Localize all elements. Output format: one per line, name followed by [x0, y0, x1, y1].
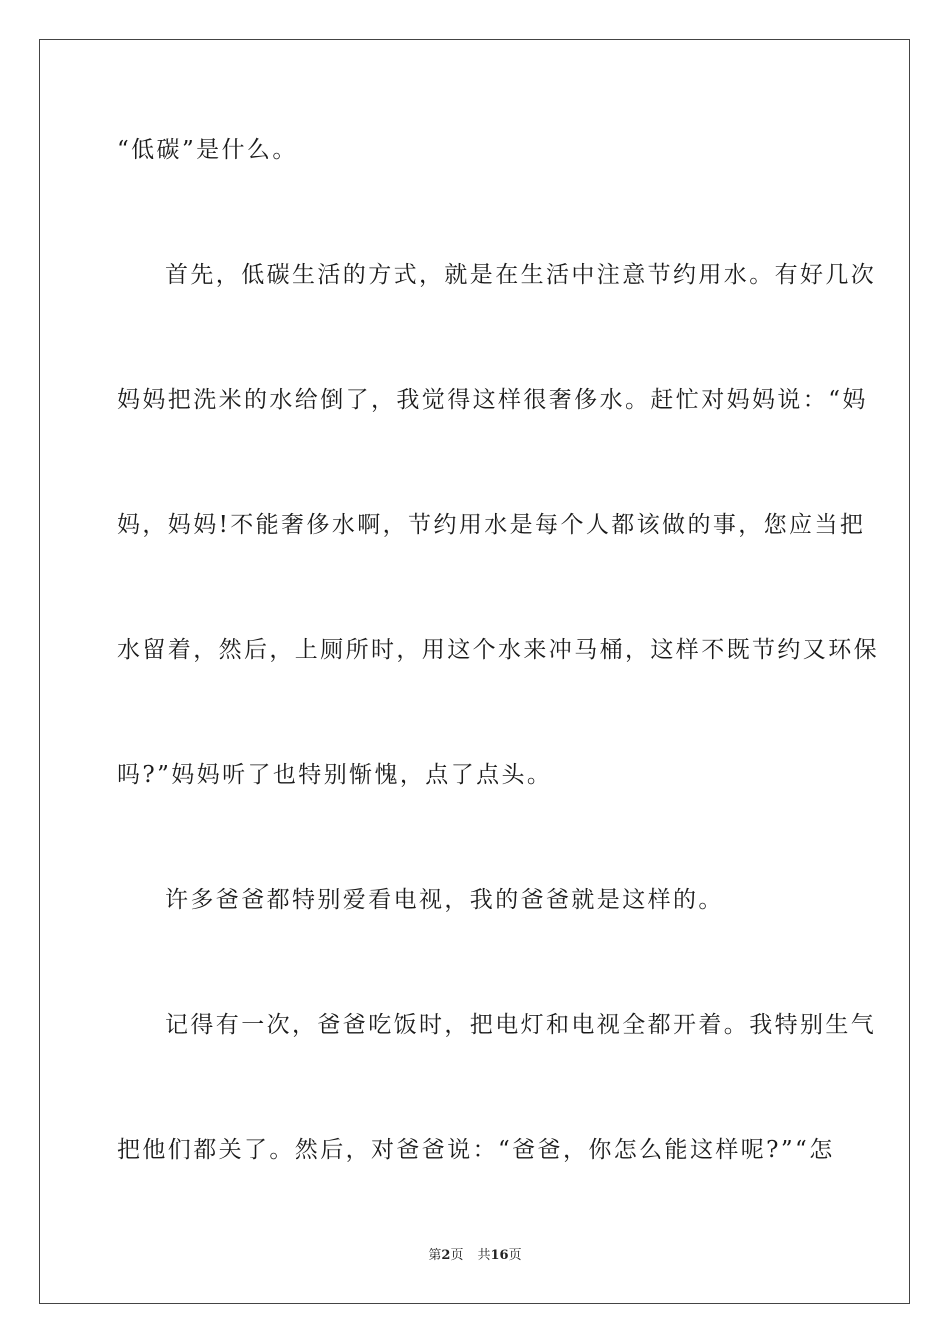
text-line-9: 把他们都关了。然后，对爸爸说：“爸爸，你怎么能这样呢?”“怎 — [117, 1137, 835, 1163]
page-border — [39, 39, 910, 1304]
text-line-2: 首先，低碳生活的方式，就是在生活中注意节约用水。有好几次 — [165, 262, 877, 288]
total-suffix: 页 — [508, 1248, 522, 1263]
page-suffix: 页 — [450, 1248, 464, 1263]
page-number: 2 — [441, 1248, 451, 1263]
text-line-1: “低碳”是什么。 — [117, 137, 298, 163]
page-prefix: 第 — [428, 1248, 442, 1263]
text-line-5: 水留着，然后，上厕所时，用这个水来冲马桶，这样不既节约又环保 — [117, 637, 879, 663]
text-line-8: 记得有一次，爸爸吃饭时，把电灯和电视全都开着。我特别生气 — [165, 1012, 877, 1038]
page-footer — [0, 1247, 950, 1265]
text-line-6: 吗?”妈妈听了也特别惭愧，点了点头。 — [117, 762, 553, 788]
total-prefix: 共 — [477, 1248, 491, 1263]
total-pages: 16 — [490, 1248, 509, 1263]
text-line-7: 许多爸爸都特别爱看电视，我的爸爸就是这样的。 — [165, 887, 724, 913]
text-line-3: 妈妈把洗米的水给倒了，我觉得这样很奢侈水。赶忙对妈妈说：“妈 — [117, 387, 868, 413]
text-line-4: 妈，妈妈!不能奢侈水啊，节约用水是每个人都该做的事，您应当把 — [117, 512, 866, 538]
